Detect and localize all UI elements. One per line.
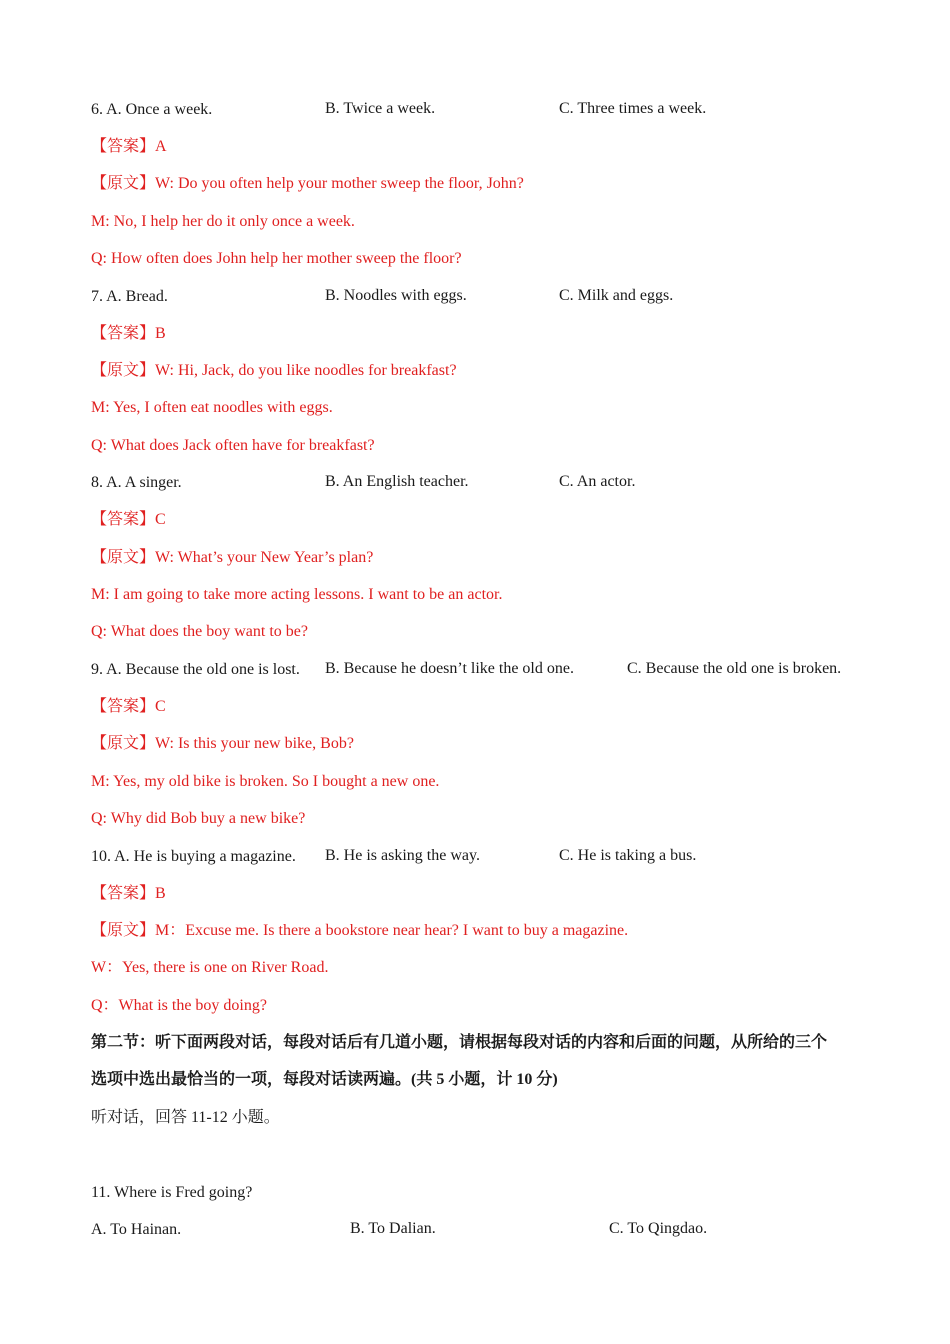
section-2-heading-continued: 选项中选出最恰当的一项，每段对话读两遍。(共 5 小题，计 10 分)	[91, 1071, 558, 1088]
question-7-option-a: 7. A. Bread.	[91, 288, 168, 305]
question-9-option-c: C. Because the old one is broken.	[627, 660, 842, 677]
question-10-transcript-line: Q：What is the boy doing?	[91, 997, 267, 1014]
question-7-transcript-line: 【原文】W: Hi, Jack, do you like noodles for breakfast?	[91, 362, 457, 379]
question-10-option-c: C. He is taking a bus.	[559, 847, 697, 864]
question-9-transcript-line: 【原文】W: Is this your new bike, Bob?	[91, 735, 354, 752]
question-7-transcript-line: Q: What does Jack often have for breakfast?	[91, 437, 375, 454]
question-6-option-b: B. Twice a week.	[325, 100, 436, 117]
question-6-option-a: 6. A. Once a week.	[91, 101, 213, 118]
question-8-transcript-line: 【原文】W: What’s your New Year’s plan?	[91, 549, 374, 566]
question-7-option-c: C. Milk and eggs.	[559, 287, 674, 304]
question-10-option-a: 10. A. He is buying a magazine.	[91, 848, 296, 865]
question-11-option-b: B. To Dalian.	[350, 1220, 436, 1237]
question-8-option-b: B. An English teacher.	[325, 473, 469, 490]
question-9-transcript-line: Q: Why did Bob buy a new bike?	[91, 810, 306, 827]
question-10-answer: 【答案】B	[91, 885, 166, 902]
question-8-option-c: C. An actor.	[559, 473, 636, 490]
section-2-instruction: 听对话，回答 11-12 小题。	[91, 1109, 280, 1126]
question-10-transcript-line: W：Yes, there is one on River Road.	[91, 959, 329, 976]
question-10-transcript-line: 【原文】M：Excuse me. Is there a bookstore near hear? I want to buy a magazine.	[91, 922, 629, 939]
question-9-answer: 【答案】C	[91, 698, 166, 715]
question-6-option-c: C. Three times a week.	[559, 100, 707, 117]
question-8-option-a: 8. A. A singer.	[91, 474, 182, 491]
question-6-transcript-line: Q: How often does John help her mother sweep the floor?	[91, 250, 462, 267]
question-6-transcript-line: 【原文】W: Do you often help your mother sweep the floor, John?	[91, 175, 524, 192]
question-6-transcript-line: M: No, I help her do it only once a week.	[91, 213, 355, 230]
question-7-transcript-line: M: Yes, I often eat noodles with eggs.	[91, 399, 333, 416]
question-7-answer: 【答案】B	[91, 325, 166, 342]
question-6-answer: 【答案】A	[91, 138, 167, 155]
section-2-heading: 第二节：听下面两段对话，每段对话后有几道小题，请根据每段对话的内容和后面的问题，从所给的三个	[91, 1034, 828, 1051]
question-11-option-c: C. To Qingdao.	[609, 1220, 708, 1237]
question-8-transcript-line: M: I am going to take more acting lessons. I want to be an actor.	[91, 586, 503, 603]
question-8-transcript-line: Q: What does the boy want to be?	[91, 623, 308, 640]
question-9-option-b: B. Because he doesn’t like the old one.	[325, 660, 574, 677]
question-9-option-a: 9. A. Because the old one is lost.	[91, 661, 300, 678]
question-10-option-b: B. He is asking the way.	[325, 847, 480, 864]
question-11-option-a: A. To Hainan.	[91, 1221, 182, 1238]
question-7-option-b: B. Noodles with eggs.	[325, 287, 467, 304]
question-8-answer: 【答案】C	[91, 511, 166, 528]
question-9-transcript-line: M: Yes, my old bike is broken. So I bought a new one.	[91, 773, 440, 790]
question-11-stem: 11. Where is Fred going?	[91, 1184, 253, 1201]
